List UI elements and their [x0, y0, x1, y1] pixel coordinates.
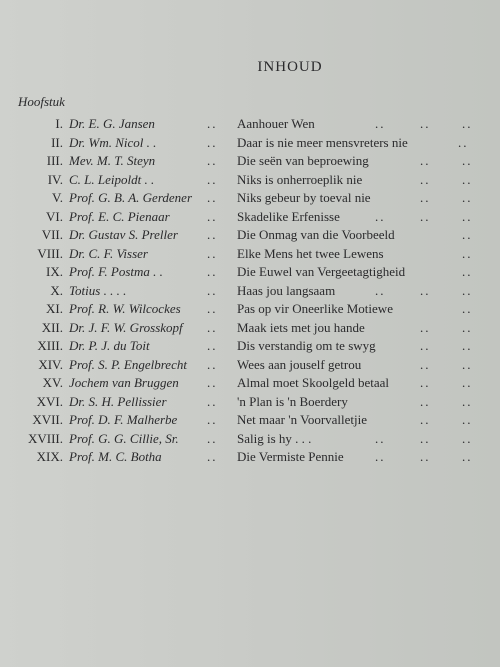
- leader-dots: ..: [462, 153, 473, 168]
- chapter-number: XI.: [46, 301, 63, 316]
- toc-entry: [0, 431, 500, 450]
- chapter-author: Jochem van Bruggen: [69, 375, 179, 390]
- leader-dots: ..: [207, 153, 218, 168]
- leader-dots: ..: [207, 245, 218, 261]
- chapter-column-label: Hoofstuk: [18, 94, 65, 109]
- chapter-number: I.: [55, 116, 63, 131]
- chapter-number: XIII.: [37, 338, 63, 353]
- chapter-number: XVII.: [32, 412, 63, 427]
- leader-dots: ..: [207, 412, 218, 427]
- toc-entry: [0, 283, 500, 302]
- chapter-title: Salig is hy . . .: [237, 430, 312, 446]
- chapter-author: Dr. Wm. Nicol . .: [69, 134, 157, 150]
- chapter-author: Mev. M. T. Steyn: [69, 153, 156, 168]
- chapter-number: IX.: [46, 264, 63, 279]
- leader-dots: ..: [462, 116, 473, 131]
- leader-dots: ..: [462, 227, 473, 242]
- chapter-author: Prof. F. Postma . .: [69, 264, 163, 279]
- leader-dots: ..: [420, 393, 431, 409]
- leader-dots: ..: [375, 208, 386, 224]
- leader-dots: ..: [420, 430, 431, 446]
- chapter-author: Dr. E. G. Jansen: [69, 116, 155, 131]
- toc-entry: [0, 264, 500, 283]
- leader-dots: ..: [420, 171, 431, 187]
- chapter-author: Prof. D. F. Malherbe: [69, 412, 178, 427]
- chapter-number: XV.: [42, 375, 63, 390]
- toc-entry: [0, 338, 500, 357]
- chapter-number: X.: [50, 282, 63, 298]
- chapter-title: Almal moet Skoolgeld betaal: [237, 375, 389, 390]
- leader-dots: ..: [420, 338, 431, 353]
- leader-dots: ..: [462, 319, 473, 335]
- chapter-number: XVI.: [36, 393, 63, 409]
- chapter-author: Dr. P. J. du Toit: [69, 338, 150, 353]
- leader-dots: ..: [462, 301, 473, 316]
- leader-dots: ..: [420, 319, 431, 335]
- toc-entry: [0, 394, 500, 413]
- leader-dots: ..: [207, 356, 218, 372]
- chapter-number: IV.: [47, 171, 63, 187]
- chapter-number: II.: [51, 134, 63, 150]
- leader-dots: ..: [462, 171, 473, 187]
- leader-dots: ..: [207, 208, 218, 224]
- chapter-number: XVIII.: [27, 430, 63, 446]
- leader-dots: ..: [462, 282, 473, 298]
- contents-heading: INHOUD: [257, 59, 323, 75]
- toc-entry: [0, 357, 500, 376]
- chapter-title: Die Euwel van Vergeetagtigheid: [237, 264, 406, 279]
- leader-dots: ..: [207, 227, 218, 242]
- leader-dots: ..: [207, 375, 218, 390]
- leader-dots: ..: [462, 208, 473, 224]
- leader-dots: ..: [420, 412, 431, 427]
- leader-dots: ..: [462, 245, 473, 261]
- toc-entry: [0, 153, 500, 172]
- chapter-author: Prof. M. C. Botha: [69, 449, 162, 464]
- leader-dots: ..: [462, 264, 473, 279]
- toc-entry: [0, 449, 500, 468]
- leader-dots: ..: [375, 430, 386, 446]
- leader-dots: ..: [462, 449, 473, 464]
- toc-entry: [0, 320, 500, 339]
- chapter-author: Prof. S. P. Engelbrecht: [69, 356, 187, 372]
- leader-dots: ..: [207, 393, 218, 409]
- leader-dots: ..: [420, 116, 431, 131]
- leader-dots: ..: [207, 190, 218, 205]
- table-of-contents: [0, 116, 500, 468]
- chapter-author: Dr. C. F. Visser: [69, 245, 148, 261]
- leader-dots: ..: [420, 208, 431, 224]
- chapter-title: Wees aan jouself getrou: [237, 356, 362, 372]
- toc-entry: [0, 209, 500, 228]
- leader-dots: ..: [207, 430, 218, 446]
- chapter-number: VII.: [41, 227, 63, 242]
- leader-dots: ..: [207, 449, 218, 464]
- chapter-title: 'n Plan is 'n Boerdery: [237, 393, 348, 409]
- chapter-number: VIII.: [37, 245, 63, 261]
- chapter-author: Prof. G. B. A. Gerdener: [69, 190, 192, 205]
- leader-dots: ..: [207, 338, 218, 353]
- chapter-title: Daar is nie meer mensvreters nie: [237, 134, 408, 150]
- toc-entry: [0, 301, 500, 320]
- leader-dots: ..: [420, 282, 431, 298]
- leader-dots: ..: [207, 116, 218, 131]
- leader-dots: ..: [375, 282, 386, 298]
- chapter-title: Skadelike Erfenisse: [237, 208, 340, 224]
- toc-entry: [0, 135, 500, 154]
- leader-dots: ..: [420, 153, 431, 168]
- chapter-title: Niks is onherroeplik nie: [237, 171, 363, 187]
- chapter-number: VI.: [46, 208, 63, 224]
- toc-entry: [0, 375, 500, 394]
- leader-dots: ..: [207, 319, 218, 335]
- chapter-title: Maak iets met jou hande: [237, 319, 365, 335]
- toc-entry: [0, 246, 500, 265]
- toc-entry: [0, 116, 500, 135]
- leader-dots: ..: [207, 264, 218, 279]
- chapter-title: Die Vermiste Pennie: [237, 449, 344, 464]
- leader-dots: ..: [458, 134, 469, 150]
- chapter-author: Prof. E. C. Pienaar: [69, 208, 170, 224]
- chapter-title: Die Onmag van die Voorbeeld: [237, 227, 395, 242]
- leader-dots: ..: [420, 449, 431, 464]
- leader-dots: ..: [462, 338, 473, 353]
- leader-dots: ..: [462, 393, 473, 409]
- chapter-title: Niks gebeur by toeval nie: [237, 190, 371, 205]
- chapter-author: C. L. Leipoldt . .: [69, 171, 155, 187]
- leader-dots: ..: [207, 301, 218, 316]
- chapter-title: Aanhouer Wen: [237, 116, 315, 131]
- chapter-author: Totius . . . .: [69, 282, 127, 298]
- chapter-number: XII.: [41, 319, 63, 335]
- chapter-title: Net maar 'n Voorvalletjie: [237, 412, 368, 427]
- chapter-author: Dr. J. F. W. Grosskopf: [69, 319, 183, 335]
- chapter-title: Pas op vir Oneerlike Motiewe: [237, 301, 393, 316]
- leader-dots: ..: [420, 375, 431, 390]
- leader-dots: ..: [462, 356, 473, 372]
- leader-dots: ..: [207, 282, 218, 298]
- chapter-number: XIV.: [38, 356, 63, 372]
- leader-dots: ..: [207, 171, 218, 187]
- leader-dots: ..: [375, 116, 386, 131]
- chapter-title: Dis verstandig om te swyg: [237, 338, 376, 353]
- chapter-author: Dr. S. H. Pellissier: [69, 393, 167, 409]
- chapter-title: Die seën van beproewing: [237, 153, 369, 168]
- chapter-author: Prof. G. G. Cillie, Sr.: [69, 430, 179, 446]
- leader-dots: ..: [462, 412, 473, 427]
- toc-entry: [0, 172, 500, 191]
- chapter-author: Dr. Gustav S. Preller: [69, 227, 178, 242]
- chapter-number: III.: [46, 153, 63, 168]
- chapter-title: Elke Mens het twee Lewens: [237, 245, 384, 261]
- leader-dots: ..: [462, 190, 473, 205]
- toc-entry: [0, 190, 500, 209]
- leader-dots: ..: [420, 356, 431, 372]
- leader-dots: ..: [420, 190, 431, 205]
- leader-dots: ..: [207, 134, 218, 150]
- toc-entry: [0, 227, 500, 246]
- toc-entry: [0, 412, 500, 431]
- chapter-title: Haas jou langsaam: [237, 282, 336, 298]
- chapter-number: XIX.: [36, 449, 63, 464]
- leader-dots: ..: [462, 430, 473, 446]
- leader-dots: ..: [375, 449, 386, 464]
- leader-dots: ..: [462, 375, 473, 390]
- chapter-author: Prof. R. W. Wilcockes: [69, 301, 181, 316]
- chapter-number: V.: [52, 190, 63, 205]
